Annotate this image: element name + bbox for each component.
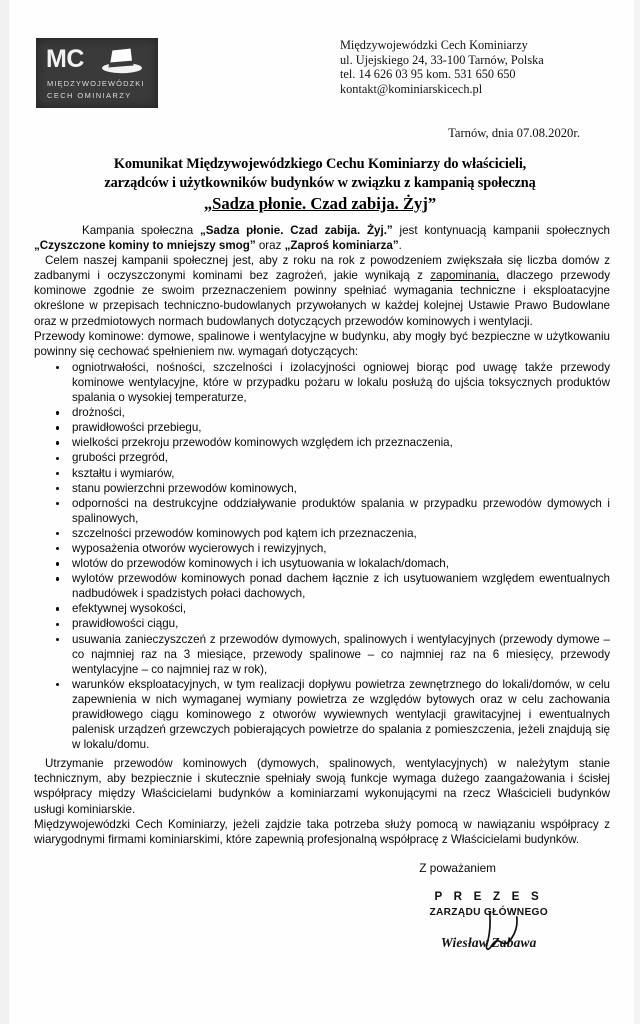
logo-line-1: MIĘDZYWOJEWÓDZKI (47, 79, 145, 88)
intro-text-g: . (398, 239, 402, 253)
list-item (34, 466, 610, 481)
signature-role: P R E Z E S (434, 889, 543, 903)
requirement-text: grubości przegród, (72, 451, 169, 465)
organization-logo (36, 38, 158, 108)
letterhead (0, 0, 640, 108)
requirement-text: kształtu i wymiarów, (72, 466, 175, 480)
requirement-text: ogniotrwałości, nośności, szczelności i izolacyjności ogniowej biorąc pod uwagę także przewody kominowe wentylacyjne, które w przypadku pożaru w lokalu posłużą do ujścia toksycznych produktów spalania o wysokiej temperaturze, (72, 360, 610, 405)
list-item (34, 526, 610, 541)
document-title (0, 155, 640, 215)
requirement-text: wyposażenia otworów wycierowych i rewizyjnych, (72, 541, 327, 555)
list-item (34, 481, 610, 496)
address-line-3: tel. 14 626 03 95 kom. 531 650 650 (340, 67, 516, 82)
requirement-text: wylotów przewodów kominowych ponad dachem łącznie z ich usytuowaniem względem ewentualnych nadbudówek i spadzistych połaci dachowych, (72, 572, 610, 601)
quote-close: ” (427, 194, 437, 213)
top-hat-icon (100, 46, 144, 74)
list-item (34, 601, 610, 616)
list-item (34, 541, 610, 556)
list-item (34, 677, 610, 752)
paragraph-closing-2: Międzywojewódzki Cech Kominiarzy, jeżeli zajdzie taka potrzeba służy pomocą w nawiązaniu współpracy z wiarygodnymi firmami kominiarskimi, które zapewnią profesjonalną współpracę z Właścicielami budynków. (34, 817, 610, 846)
address-line-1: Międzywojewódzki Cech Kominiarzy (340, 38, 528, 52)
organization-address (340, 38, 544, 96)
quote-open: „ (203, 194, 213, 213)
intro-text-a: Kampania społeczna (82, 224, 200, 237)
list-item (34, 556, 610, 571)
requirements-list (34, 360, 610, 752)
signature-stamp (429, 889, 548, 950)
list-item (34, 632, 610, 677)
closing-paragraphs (34, 756, 610, 847)
list-item (34, 435, 610, 450)
requirement-text: szczelności przewodów kominowych pod kątem ich przeznaczenia, (72, 526, 417, 540)
requirement-text: odporności na destrukcyjne oddziaływanie produktów spalania w przypadku przewodów dymowych i spalinowych, (72, 496, 610, 525)
signature-regards: Z poważaniem (419, 860, 496, 875)
document-body (0, 223, 640, 951)
paragraph-closing-1: Utrzymanie przewodów kominowych (dymowych, spalinowych, wentylacyjnych) w należytym stanie technicznym, aby bezpiecznie i skutecznie spełniały swoją funkcje wymaga dużego zaangażowania i ścisłej współpracy między Właścicielami budynków a kominiarzami wykonującymi na rzecz Właścicieli budynków usługi kominiarskie. (34, 757, 610, 816)
title-campaign-slogan (34, 193, 606, 215)
list-item (34, 496, 610, 526)
requirement-text: prawidłowości przebiegu, (72, 421, 202, 435)
requirement-text: prawidłowości ciągu, (72, 617, 179, 631)
dateline: Tarnów, dnia 07.08.2020r. (448, 126, 580, 140)
intro-text-c: jest kontynuacją kampanii społecznych (392, 224, 611, 237)
address-line-2: ul. Ujejskiego 24, 33-100 Tarnów, Polska (340, 52, 544, 67)
intro-text-e: oraz (255, 239, 285, 253)
paragraph-purpose (34, 253, 610, 328)
campaign-name-2: „Czyszczone kominy to mniejszy smog” (34, 239, 256, 253)
list-item (34, 571, 610, 601)
list-item (34, 360, 610, 405)
list-item (34, 450, 610, 465)
signature-name: Wiesław Zabawa (440, 935, 537, 951)
signature-block (34, 861, 610, 951)
requirement-text: usuwania zanieczyszczeń z przewodów dymowych, spalinowych i wentylacyjnych (przewody dymowe – co najmniej raz na 3 miesiące, przewody spalinowe – co najmniej raz na 6 miesięcy, przewody wentylacyjne – co najmniej raz w rok), (72, 632, 610, 676)
signature-organization: ZARZĄDU GŁÓWNEGO (429, 907, 548, 919)
requirement-text: warunków eksploatacyjnych, w tym realizacji dopływu powietrza zewnętrznego do lokali/domów, w celu zapewnienia w nich wymaganej wymiany powietrza ze względów bytowych oraz w celu zachowania prawidłowego ciągu kominowego z otworów wywiewnych wentylacji grawitacyjnej i ewentualnych palenisk urządzeń grzewczych pobierających powietrze do spalania z pomieszczenia, jeżeli znajdują się w lokalu/domu. (72, 677, 610, 752)
purpose-text-c: dlaczego przewody kominowe zgodnie ze swoim przeznaczeniem powinny spełniać wymagania techniczne i eksploatacyjne określone w przepisach techniczno-budowlanych przywołanych w każdej kolejnej Ustawie Prawo Budowlane oraz w przedmiotowych normach budowlanych dotyczących przewodów kominowych i wentylacji. (34, 269, 610, 328)
requirement-text: drożności, (72, 406, 125, 420)
title-line-2: zarządców i użytkowników budynków w związku z kampanią społeczną (104, 174, 536, 191)
requirement-text: efektywnej wysokości, (72, 602, 187, 616)
requirement-text: wlotów do przewodów kominowych i ich usytuowania w lokalach/domach, (72, 557, 449, 571)
paragraph-intro (34, 223, 610, 253)
logo-line-2: CECH OMINIARZY (47, 91, 132, 100)
list-item (34, 420, 610, 435)
list-item (34, 616, 610, 631)
address-email: kontakt@kominiarskicech.pl (340, 81, 483, 96)
requirement-text: stanu powierzchni przewodów kominowych, (72, 481, 297, 495)
slogan-underlined: Sadza płonie. Czad zabija. Żyj (212, 194, 428, 213)
logo-monogram: MC (46, 45, 84, 73)
purpose-text-a: Celem naszej kampanii społecznej jest, aby z roku na rok z powodzeniem zwiększała się liczba domów z zadbanymi i oczyszczonymi kominami bez zagrożeń, jakie wynikają z (34, 254, 610, 283)
paragraph-lead-in: Przewody kominowe: dymowe, spalinowe i wentylacyjne w budynku, aby mogły być bezpieczne w użytkowaniu powinny się cechować spełnieniem nw. wymagań dotyczących: (34, 329, 610, 358)
title-line-1: Komunikat Międzywojewódzkiego Cechu Kominiarzy do właścicieli, (113, 156, 527, 172)
campaign-name-1: „Sadza płonie. Czad zabija. Żyj.” (200, 224, 393, 237)
list-item (34, 405, 610, 420)
requirement-text: wielkości przekroju przewodów kominowych względem ich przeznaczenia, (72, 436, 453, 450)
purpose-underlined: zapominania, (430, 269, 500, 283)
campaign-name-3: „Zaproś kominiarza” (284, 239, 399, 253)
